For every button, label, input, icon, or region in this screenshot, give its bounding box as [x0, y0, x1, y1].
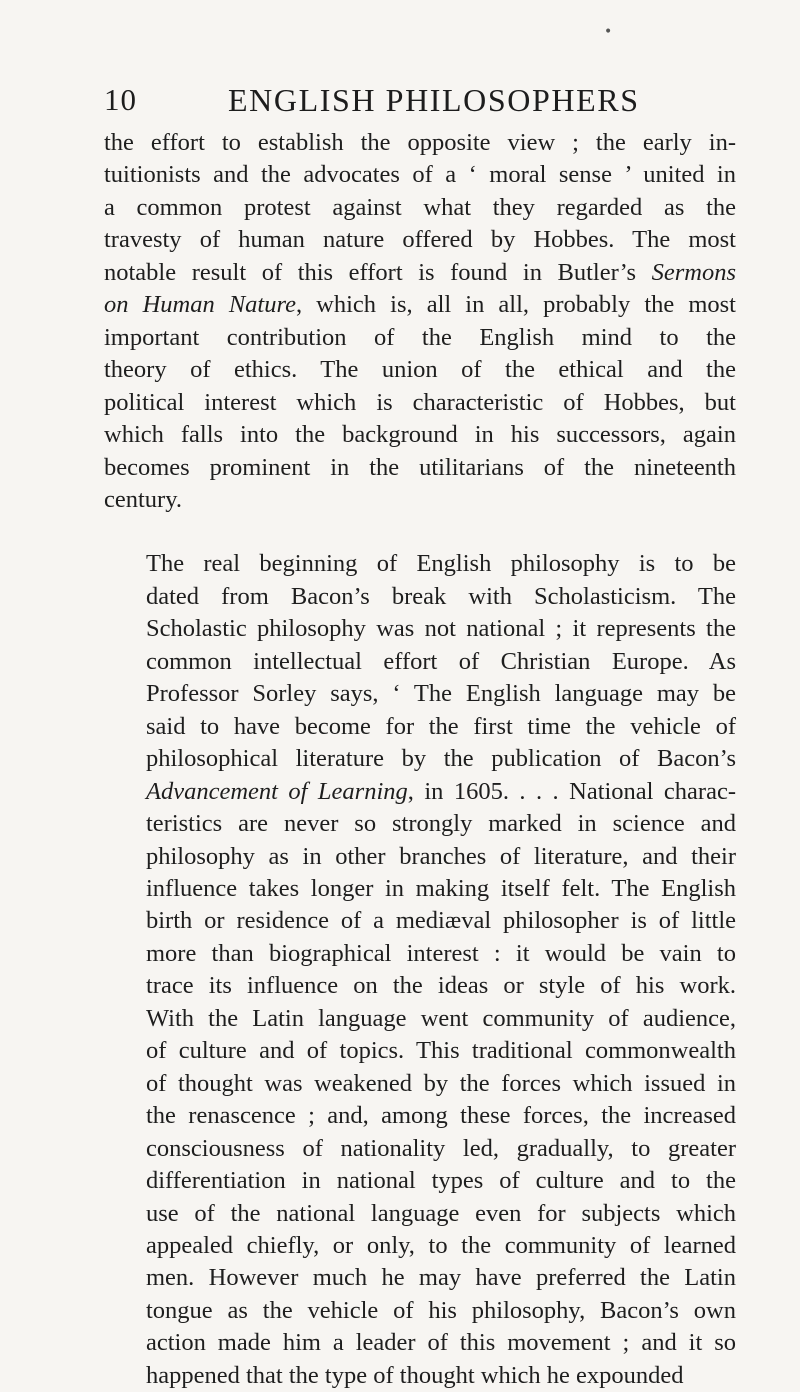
text-line: more than biographical interest : it would be vain to — [146, 939, 736, 967]
text-line: the effort to establish the opposite view ; the early in- — [104, 129, 736, 156]
text-line: century. — [104, 485, 182, 513]
body-text — [104, 127, 736, 1392]
text-line: With the Latin language went community of audience, — [146, 1004, 736, 1032]
text-line: influence takes longer in making itself felt. The English — [146, 874, 736, 902]
paragraph-2 — [104, 548, 736, 1392]
text-line: becomes prominent in the utilitarians of the nineteenth — [104, 453, 736, 481]
page-number: 10 — [104, 82, 137, 117]
text-line: The real beginning of English philosophy is to be — [146, 550, 736, 578]
text-segment: , in 1605. . . . National charac- — [407, 777, 736, 805]
text-line: differentiation in national types of culture and to the — [146, 1167, 736, 1195]
text-segment: notable result of this effort is found in Butler’s — [104, 258, 652, 286]
text-segment: , which is, all in all, probably the most — [295, 291, 736, 319]
text-line — [104, 289, 736, 321]
text-line: important contribution of the English mind to the — [104, 323, 736, 351]
paragraph-1 — [104, 127, 736, 516]
text-line — [104, 257, 736, 289]
text-line: Scholastic philosophy was not national ; it represents the — [146, 615, 736, 643]
text-line: appealed chiefly, or only, to the community of learned — [146, 1231, 736, 1259]
text-line: birth or residence of a mediæval philosopher is of little — [146, 907, 736, 935]
text-line: of culture and of topics. This traditional commonwealth — [146, 1037, 736, 1065]
text-line: common intellectual effort of Christian Europe. As — [146, 647, 736, 675]
text-line: of thought was weakened by the forces which issued in — [146, 1069, 736, 1097]
text-line: teristics are never so strongly marked in science and — [146, 810, 736, 838]
text-line: Professor Sorley says, ‘ The English language may be — [146, 680, 736, 708]
text-line: trace its influence on the ideas or style of his work. — [146, 972, 736, 1000]
italic-title: Sermons — [651, 258, 736, 286]
text-line: consciousness of nationality led, gradually, to greater — [146, 1134, 736, 1162]
italic-title: Advancement of Learning — [146, 777, 408, 805]
text-line: said to have become for the first time the vehicle of — [146, 712, 736, 740]
text-line: philosophical literature by the publication of Bacon’s — [146, 745, 736, 773]
running-head: ENGLISH PHILOSOPHERS — [228, 82, 640, 118]
text-line: philosophy as in other branches of literature, and their — [146, 842, 736, 870]
text-line: action made him a leader of this movement ; and it so — [146, 1329, 736, 1357]
text-line: tuitionists and the advocates of a ‘ moral sense ’ united in — [104, 161, 736, 189]
text-line: a common protest against what they regarded as the — [104, 193, 736, 221]
text-line: men. However much he may have preferred the Latin — [146, 1264, 736, 1292]
text-line: happened that the type of thought which he expounded — [146, 1361, 684, 1389]
text-line: theory of ethics. The union of the ethical and the — [104, 356, 736, 384]
italic-word: on — [104, 291, 143, 319]
page-header — [104, 82, 664, 122]
italic-title: Human Nature — [142, 291, 296, 319]
text-line: political interest which is characteristic of Hobbes, but — [104, 388, 736, 416]
text-line: which falls into the background in his successors, again — [104, 421, 736, 449]
page-mark: • — [604, 24, 613, 40]
text-line: the renascence ; and, among these forces, the increased — [146, 1102, 736, 1130]
text-line: travesty of human nature offered by Hobbes. The most — [104, 226, 736, 254]
text-line: tongue as the vehicle of his philosophy, Bacon’s own — [146, 1296, 736, 1324]
text-line: use of the national language even for subjects which — [146, 1199, 736, 1227]
text-line: dated from Bacon’s break with Scholasticism. The — [146, 582, 736, 610]
text-line — [104, 776, 736, 808]
